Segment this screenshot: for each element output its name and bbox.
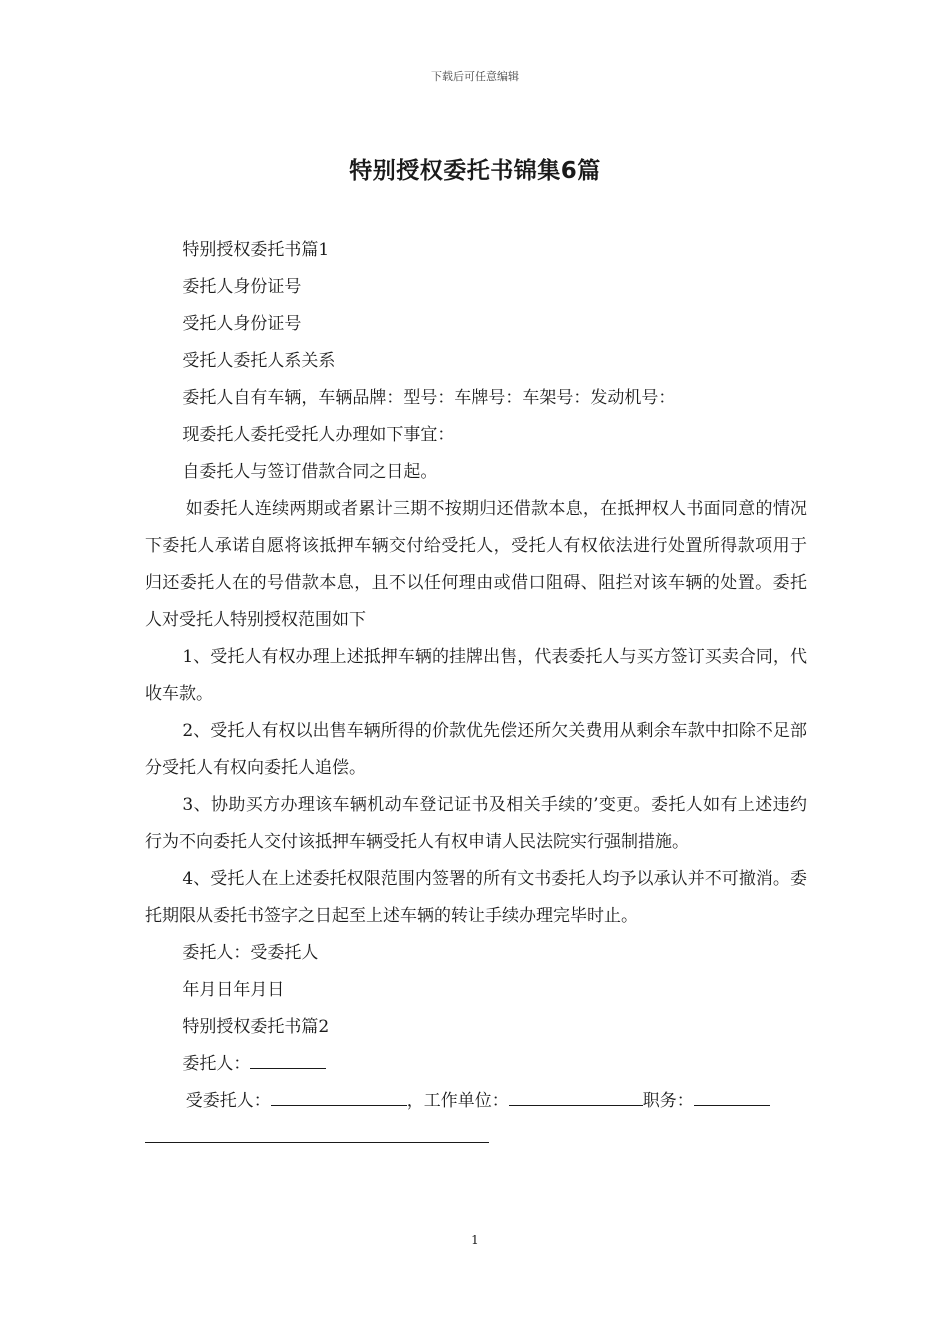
paragraph-clause-3: 3、协助买方办理该车辆机动车登记证书及相关手续的’变更。委托人如有上述违约行为不向委托人交付该抵押车辆受托人有权申请人民法院实行强制措施。 <box>145 795 807 852</box>
document-body <box>145 232 807 1157</box>
paragraph-clause-1: 1、受托人有权办理上述抵押车辆的挂牌出售，代表委托人与买方签订买卖合同，代收车款。 <box>145 647 807 704</box>
paragraph-clause-2: 2、受托人有权以出售车辆所得的价款优先偿还所欠关费用从剩余车款中扣除不足部分受托人有权向委托人追偿。 <box>145 721 807 778</box>
paragraph-dates: 年月日年月日 <box>182 980 285 1000</box>
paragraph-vehicle-info: 委托人自有车辆，车辆品牌：型号：车牌号：车架号：发动机号： <box>182 388 676 408</box>
work-unit-blank <box>509 1104 643 1106</box>
document-title: 特别授权委托书锦集6篇 <box>349 158 601 184</box>
section-heading-1: 特别授权委托书篇1 <box>182 240 330 260</box>
paragraph-signatures: 委托人：受委托人 <box>182 943 319 963</box>
continuation-blank <box>145 1141 489 1143</box>
form-line-trustee <box>145 1083 807 1120</box>
form-line-principal <box>145 1046 807 1083</box>
trustee-blank <box>271 1104 407 1106</box>
section-heading-2: 特别授权委托书篇2 <box>182 1017 330 1037</box>
form-line-continuation <box>145 1120 807 1157</box>
paragraph-principal-id: 委托人身份证号 <box>182 277 302 297</box>
paragraph-contract-date: 自委托人与签订借款合同之日起。 <box>182 462 438 482</box>
paragraph-clause-4: 4、受托人在上述委托权限范围内签署的所有文书委托人均予以承认并不可撤消。委托期限从委托书签字之日起至上述车辆的转让手续办理完毕时止。 <box>145 869 807 926</box>
position-label: 职务： <box>642 1091 694 1111</box>
principal-label: 委托人： <box>182 1054 251 1074</box>
paragraph-matters: 现委托人委托受托人办理如下事宜： <box>182 425 455 445</box>
work-unit-label: ，工作单位： <box>406 1091 509 1111</box>
paragraph-relationship: 受托人委托人系关系 <box>182 351 336 371</box>
paragraph-trustee-id: 受托人身份证号 <box>182 314 302 334</box>
paragraph-default-terms: 如委托人连续两期或者累计三期不按期归还借款本息，在抵押权人书面同意的情况下委托人承诺自愿将该抵押车辆交付给受托人，受托人有权依法进行处置所得款项用于归还委托人在的号借款本息，且不以任何理由或借口阻碍、阻拦对该车辆的处置。委托人对受托人特别授权范围如下 <box>145 499 807 630</box>
page-number: 1 <box>471 1233 479 1247</box>
position-blank <box>694 1104 770 1106</box>
trustee-label: 受委托人： <box>185 1091 271 1111</box>
principal-blank <box>250 1067 326 1069</box>
header-note: 下载后可任意编辑 <box>431 70 519 83</box>
